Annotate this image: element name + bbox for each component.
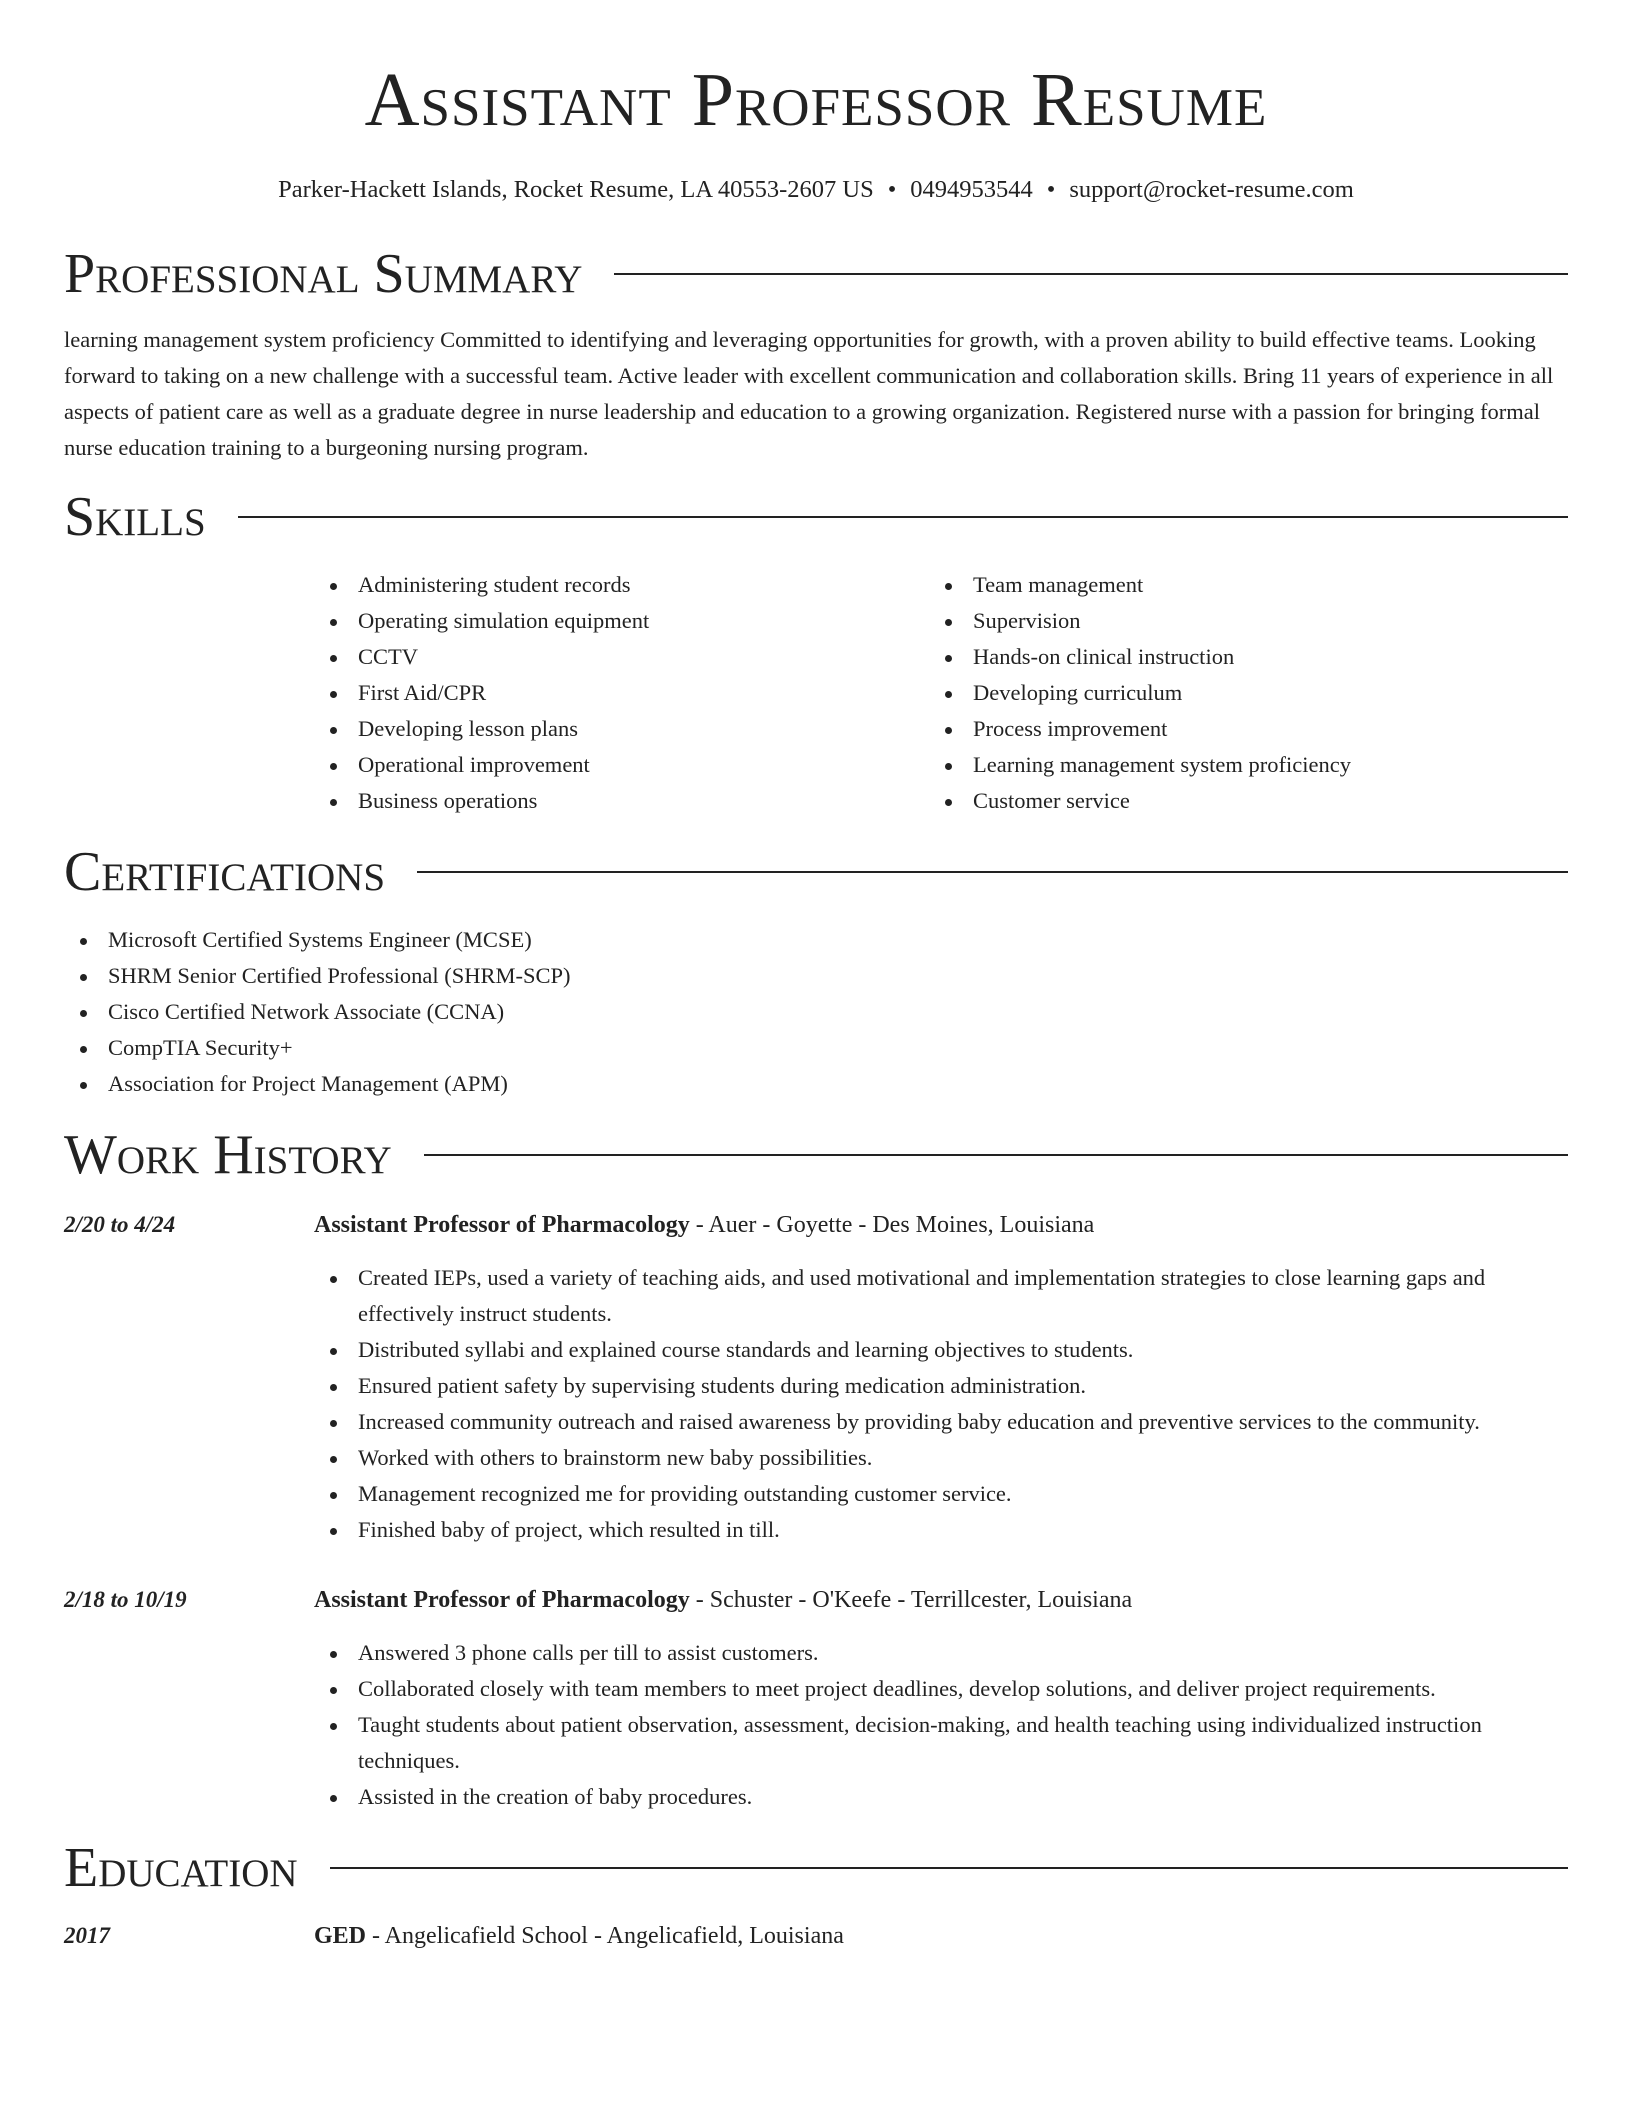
section-divider [614,273,1568,275]
education-school: - Angelicafield School - Angelicafield, Louisiana [366,1922,844,1949]
skill-item: Supervision [929,603,1544,639]
work-bullet: Finished baby of project, which resulted in till. [314,1512,1568,1548]
skill-item: Customer service [929,783,1544,819]
education-line [314,1918,1568,1954]
section-skills-header [64,485,1568,548]
certification-item: Cisco Certified Network Associate (CCNA) [64,994,1568,1030]
skill-item: Team management [929,567,1544,603]
skill-item: First Aid/CPR [314,675,929,711]
certification-item: SHRM Senior Certified Professional (SHRM-SCP) [64,958,1568,994]
education-year: 2017 [64,1922,110,1948]
skills-list-left [314,567,929,819]
skills-grid [314,567,1568,819]
contact-line [64,178,1568,203]
work-bullet: Collaborated closely with team members to meet project deadlines, develop solutions, and deliver project requirements. [314,1671,1568,1707]
section-divider [424,1154,1568,1156]
job-employer: - Schuster - O'Keefe - Terrillcester, Louisiana [689,1586,1133,1613]
contact-address: Parker-Hackett Islands, Rocket Resume, LA 40553-2607 US [278,176,874,203]
skill-item: Business operations [314,783,929,819]
work-bullet: Increased community outreach and raised awareness by providing baby education and preventive services to the community. [314,1404,1568,1440]
contact-separator: • [887,176,897,203]
education-entry-body [314,1918,1568,1954]
work-bullets [314,1635,1568,1815]
work-bullet: Assisted in the creation of baby procedures. [314,1779,1568,1815]
skill-item: CCTV [314,639,929,675]
contact-separator: • [1046,176,1056,203]
work-bullet: Distributed syllabi and explained course standards and learning objectives to students. [314,1332,1568,1368]
work-dates: 2/20 to 4/24 [64,1211,176,1237]
work-entry [64,1207,1568,1548]
certification-item: CompTIA Security+ [64,1030,1568,1066]
section-divider [238,516,1568,518]
work-bullet: Ensured patient safety by supervising students during medication administration. [314,1368,1568,1404]
section-divider [417,871,1568,873]
job-title: Assistant Professor of Pharmacology [314,1586,690,1613]
skill-item: Administering student records [314,567,929,603]
certification-item: Association for Project Management (APM) [64,1066,1568,1102]
certification-item: Microsoft Certified Systems Engineer (MCSE) [64,922,1568,958]
section-work-header [64,1123,1568,1186]
skill-item: Learning management system proficiency [929,747,1544,783]
skill-item: Operational improvement [314,747,929,783]
job-employer: - Auer - Goyette - Des Moines, Louisiana [689,1211,1095,1238]
section-divider [330,1867,1568,1869]
education-degree: GED [314,1922,367,1949]
summary-text: learning management system proficiency Committed to identifying and leveraging opportunities for growth, with a proven ability to build effective teams. Looking forward to taking on a new challenge with a successful team. Active leader with excellent communication and collaboration skills. Bring 11 years of experience in all aspects of patient care as well as a graduate degree in nurse leadership and education to a growing organization. Registered nurse with a passion for bringing formal nurse education training to a burgeoning nursing program. [64,326,1554,460]
skill-item: Developing lesson plans [314,711,929,747]
section-summary-header [64,242,1568,305]
skill-item: Hands-on clinical instruction [929,639,1544,675]
work-bullet: Answered 3 phone calls per till to assist customers. [314,1635,1568,1671]
section-title-work: Work History [64,1123,392,1186]
work-title-line [314,1582,1568,1618]
work-bullet: Management recognized me for providing outstanding customer service. [314,1476,1568,1512]
skill-item: Process improvement [929,711,1544,747]
skills-column-left [314,567,929,819]
work-title-line [314,1207,1568,1243]
skills-column-right [929,567,1544,819]
section-title-education: Education [64,1836,298,1899]
section-title-skills: Skills [64,485,206,548]
section-certifications-header [64,840,1568,903]
work-entry-body [314,1207,1568,1548]
skills-list-right [929,567,1544,819]
section-education-header [64,1836,1568,1899]
work-bullet: Created IEPs, used a variety of teaching aids, and used motivational and implementation strategies to close learning gaps and effectively instruct students. [314,1260,1568,1332]
work-entry-body [314,1582,1568,1815]
skill-item: Operating simulation equipment [314,603,929,639]
job-title: Assistant Professor of Pharmacology [314,1211,690,1238]
contact-phone: 0494953544 [910,176,1033,203]
skill-item: Developing curriculum [929,675,1544,711]
certifications-list [64,922,1568,1102]
contact-email: support@rocket-resume.com [1069,176,1354,203]
education-entry [64,1918,1568,1954]
section-title-summary: Professional Summary [64,242,583,305]
work-bullet: Taught students about patient observation, assessment, decision-making, and health teaching using individualized instruction techniques. [314,1707,1568,1779]
work-dates: 2/18 to 10/19 [64,1586,187,1612]
work-bullet: Worked with others to brainstorm new baby possibilities. [314,1440,1568,1476]
work-bullets [314,1260,1568,1548]
resume-title: Assistant Professor Resume [364,58,1268,142]
work-entry [64,1582,1568,1815]
section-title-certifications: Certifications [64,840,386,903]
